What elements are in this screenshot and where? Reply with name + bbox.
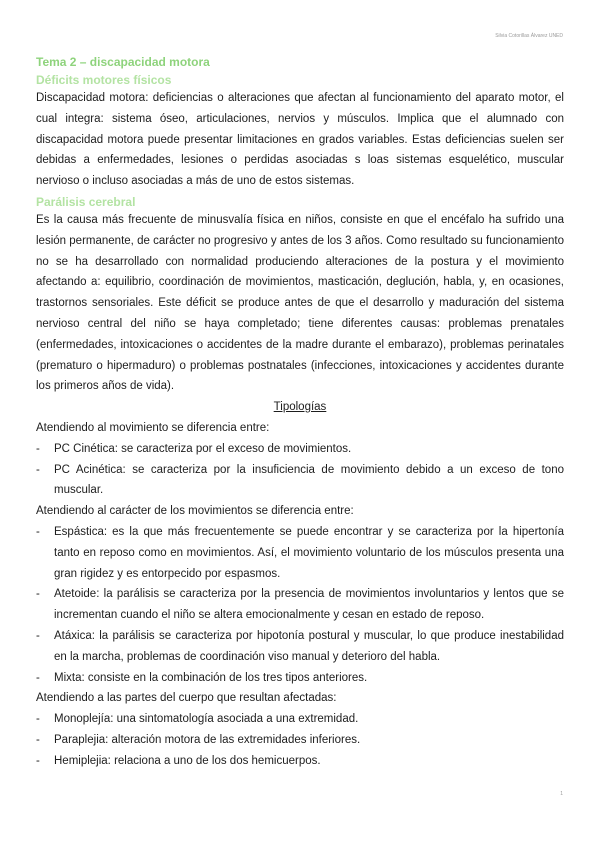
section-paragraph-paralisis: Es la causa más frecuente de minusvalía física en niños, consiste en que el encéfalo ha sufrido una lesión permanente, de carácter no progresivo y antes de los 3 años. Como resultado su funcionamiento no se ha desarrollado con normalidad produciendo alteraciones de la postura y el movimiento afectando a: equilibrio, coordinación de movimientos, masticación, deglución, habla, y, en ocasiones, trastornos sensoriales. Este déficit se produce antes de que el desarrollo y maduración del sistema nervioso central del niño se haya completado; tiene diferentes causas: problemas prenatales (enfermedades, intoxicaciones o accidentes de la madre durante el embarazo), problemas perinatales (prematuro o hipermaduro) o problemas postnatales (infecciones, intoxicaciones y accidentes durante los primeros años de vida). xyxy=(36,213,564,393)
document-title: Tema 2 – discapacidad motora xyxy=(36,55,210,69)
group-intro-caracter: Atendiendo al carácter de los movimientos se diferencia entre: xyxy=(36,505,354,518)
page-number: 1 xyxy=(560,791,563,797)
list-item: - Atetoide: la parálisis se caracteriza por la presencia de movimientos involuntarios y lentos que se incrementan cuando el niño se altera emocionalmente y cesan en estado de reposo. xyxy=(36,584,564,626)
list-item: - Hemiplejia: relaciona a uno de los dos hemicuerpos. xyxy=(36,751,564,772)
list-item: - Mixta: consiste en la combinación de los tres tipos anteriores. xyxy=(36,668,564,689)
section-paragraph-deficits: Discapacidad motora: deficiencias o alteraciones que afectan al funcionamiento del aparato motor, el cual integra: sistema óseo, articulaciones, nervios y músculos. Implica que el alumnado con discapacidad motora puede presentar limitaciones en grados variables. Estas deficiencias suelen ser debidas a enfermedades, lesiones o perdidas asociadas s loas sistemas esquelético, muscular nervioso o incluso asociadas a más de uno de estos sistemas. xyxy=(36,92,564,188)
list-item: - Atáxica: la parálisis se caracteriza por hipotonía postural y muscular, lo que produce inestabilidad en la marcha, problemas de coordinación viso manual y deterioro del habla. xyxy=(36,626,564,668)
list-item: - PC Acinética: se caracteriza por la insuficiencia de movimiento debido a un exceso de tono muscular. xyxy=(36,460,564,502)
group-intro-partes: Atendiendo a las partes del cuerpo que resultan afectadas: xyxy=(36,692,337,705)
section-heading-paralisis: Parálisis cerebral xyxy=(36,194,136,209)
tipologias-title: Tipologías xyxy=(273,401,327,414)
list-item: - Paraplejia: alteración motora de las extremidades inferiores. xyxy=(36,730,564,751)
list-item: - Espástica: es la que más frecuentemente se puede encontrar y se caracteriza por la hipertonía tanto en reposo como en movimientos. Así, el movimiento voluntario de los músculos presenta una gran rigidez y es entorpecido por espasmos. xyxy=(36,522,564,584)
list-item: - PC Cinética: se caracteriza por el exceso de movimientos. xyxy=(36,439,564,460)
list-item: - Monoplejía: una sintomatología asociada a una extremidad. xyxy=(36,709,564,730)
list-partes xyxy=(36,709,564,771)
document-content xyxy=(36,55,564,772)
group-intro-movimiento: Atendiendo al movimiento se diferencia entre: xyxy=(36,421,270,434)
list-caracter xyxy=(36,522,564,688)
list-movimiento xyxy=(36,439,564,501)
section-heading-deficits: Déficits motores físicos xyxy=(36,73,172,87)
header-author: Silvia Cotorillas Álvarez UNED xyxy=(495,33,563,39)
